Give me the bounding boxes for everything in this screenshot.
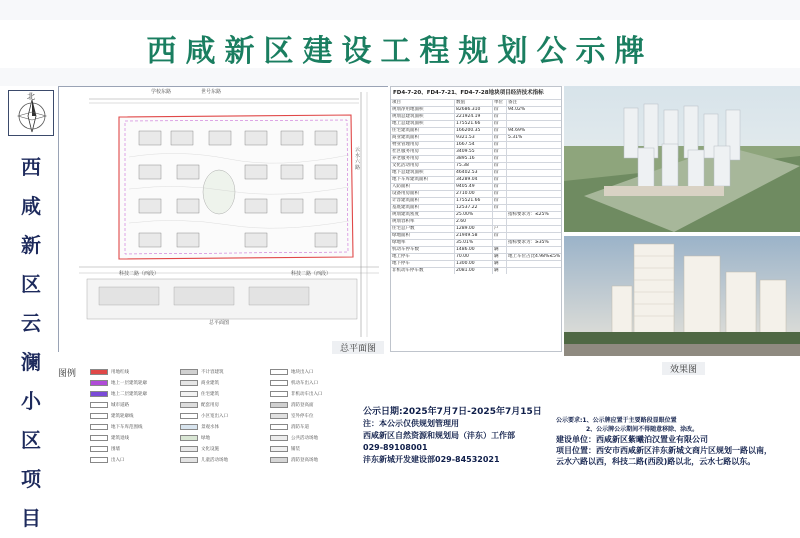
legend-label: 城市道路 — [111, 403, 129, 408]
table-cell: 12537.22 — [455, 205, 493, 211]
legend-swatch — [180, 457, 198, 463]
table-cell: 175521.66 — [455, 198, 493, 204]
table-cell: 非机动车停车数 — [391, 268, 455, 274]
notice-date: 公示日期:2025年7月7日-2025年7月15日 — [363, 407, 542, 417]
legend-swatch — [270, 413, 288, 419]
table-cell: ㎡ — [493, 128, 507, 134]
table-header-cell: 数值 — [455, 100, 493, 106]
table-cell: 34289.04 — [455, 177, 493, 183]
legend-item — [180, 434, 270, 442]
table-cell: ㎡ — [493, 170, 507, 176]
legend-label: 住宅建筑 — [201, 392, 219, 397]
vertical-title-char: 小 — [21, 389, 41, 413]
left-column — [6, 90, 56, 530]
road-label-top-left: 学校东路 — [151, 89, 172, 95]
table-cell — [507, 177, 561, 183]
legend-swatch — [90, 446, 108, 452]
legend-swatch — [270, 369, 288, 375]
table-row — [391, 218, 561, 225]
table-cell — [507, 268, 561, 274]
vertical-title-char: 区 — [21, 428, 41, 452]
table-cell: 5.31% — [508, 135, 523, 140]
table-cell: 计容建筑面积 — [391, 198, 455, 204]
table-cell: 辆 — [493, 254, 507, 260]
table-cell — [507, 219, 561, 225]
table-cell — [507, 170, 561, 176]
table-row — [391, 113, 561, 120]
table-row — [391, 267, 561, 274]
table-row — [391, 106, 561, 113]
table-row — [391, 225, 561, 232]
table-cell — [507, 156, 561, 162]
legend-swatch — [90, 457, 108, 463]
legend-swatch — [90, 413, 108, 419]
table-row — [391, 141, 561, 148]
table-cell — [493, 212, 507, 218]
legend-item — [270, 379, 360, 387]
legend-item — [90, 445, 180, 453]
table-cell: 1300.00 — [455, 261, 493, 267]
legend-label: 地块出入口 — [291, 370, 314, 375]
legend-item — [270, 401, 360, 409]
table-cell: 地上车位占比4.98%≤5% — [508, 254, 561, 259]
legend-label: 围墙 — [111, 447, 120, 452]
legend-item — [90, 456, 180, 464]
legend-swatch — [270, 391, 288, 397]
legend-swatch — [270, 380, 288, 386]
table-cell: ㎡ — [493, 205, 507, 211]
table-cell: ㎡ — [493, 156, 507, 162]
notice-requirement-1: 公示要求:1、公示牌应置于主要路段显眼位置 — [556, 417, 677, 424]
legend-item — [180, 368, 270, 376]
notice-phone: 029-89108001 — [363, 443, 428, 452]
road-label-bottom-right: 科技二路（西段） — [291, 271, 332, 277]
legend-swatch — [270, 435, 288, 441]
table-cell — [507, 226, 561, 232]
legend-label: 绿地 — [201, 436, 210, 441]
legend-swatch — [90, 369, 108, 375]
table-cell: ㎡ — [493, 121, 507, 127]
table-row — [391, 176, 561, 183]
table-row — [391, 239, 561, 246]
table-cell: ㎡ — [493, 191, 507, 197]
legend-item — [90, 434, 180, 442]
legend-item — [270, 412, 360, 420]
legend-item — [180, 401, 270, 409]
table-cell — [507, 121, 561, 127]
legend-label: 景观水体 — [201, 425, 219, 430]
board-title: 西咸新区建设工程规划公示牌 — [146, 34, 654, 69]
table-cell: 规划净用地面积 — [391, 107, 455, 113]
table-cell — [507, 184, 561, 190]
legend-label: 消防登高面 — [291, 403, 314, 408]
legend-label: 儿童活动场地 — [201, 458, 228, 463]
table-cell: 规划建筑密度 — [391, 212, 455, 218]
vertical-title-char: 澜 — [21, 350, 41, 374]
legend-item — [270, 390, 360, 398]
plan-bottom-caption: 总平面图 — [209, 320, 230, 326]
legend-swatch — [180, 380, 198, 386]
vertical-title-char: 云 — [21, 311, 41, 335]
table-cell: 住宅建筑面积 — [391, 128, 455, 134]
legend-item — [270, 456, 360, 464]
table-cell: 1486.00 — [455, 247, 493, 253]
legend-label: 地上一层建筑轮廓 — [111, 381, 147, 386]
table-cell — [507, 233, 561, 239]
table-row — [391, 232, 561, 239]
effect-image-label: 效果图 — [662, 362, 705, 375]
table-cell: 指标要求为：≤25% — [508, 212, 549, 217]
table-header-cell: 单位 — [493, 100, 507, 106]
legend-swatch — [270, 424, 288, 430]
table-cell: 物业管理用房 — [391, 142, 455, 148]
table-cell: 指标要求为：≥35% — [508, 240, 549, 245]
table-row — [391, 148, 561, 155]
legend-swatch — [180, 435, 198, 441]
legend-label: 用地红线 — [111, 370, 129, 375]
notice-dept: 沣东新城开发建设部029-84532021 — [363, 455, 500, 464]
table-cell: ㎡ — [493, 142, 507, 148]
legend-swatch — [90, 391, 108, 397]
table-cell: 21949.58 — [455, 233, 493, 239]
table-cell: 养老服务用房 — [391, 156, 455, 162]
table-cell: 3409.55 — [455, 149, 493, 155]
table-cell: 住宅总户数 — [391, 226, 455, 232]
road-label-right: 云水六路 — [355, 147, 361, 171]
table-cell: 25.00% — [455, 212, 493, 218]
legend-label: 地上二层建筑轮廓 — [111, 392, 147, 397]
compass-north-label: 北 — [27, 92, 35, 101]
table-cell: ㎡ — [493, 233, 507, 239]
table-cell: 人防面积 — [391, 184, 455, 190]
table-row — [391, 127, 561, 134]
legend-label: 不计容建筑 — [201, 370, 224, 375]
legend-swatch — [180, 391, 198, 397]
table-cell: ㎡ — [493, 135, 507, 141]
legend-label: 消防车道 — [291, 425, 309, 430]
legend — [58, 366, 360, 476]
table-cell: 地上停车 — [391, 254, 455, 260]
table-cell: ㎡ — [493, 149, 507, 155]
legend-title: 图例 — [58, 369, 77, 379]
legend-label: 铺装 — [291, 447, 300, 452]
table-cell: 2.60 — [455, 219, 493, 225]
legend-item — [90, 423, 180, 431]
table-cell: 1667.54 — [455, 142, 493, 148]
table-row — [391, 155, 561, 162]
legend-item — [180, 379, 270, 387]
legend-swatch — [180, 402, 198, 408]
table-cell: 94.02% — [508, 107, 526, 112]
table-cell: 社区服务用房 — [391, 149, 455, 155]
table-cell — [493, 219, 507, 225]
table-cell: 175521.66 — [455, 121, 493, 127]
table-cell: 规划容积率 — [391, 219, 455, 225]
legend-label: 配套用房 — [201, 403, 219, 408]
legend-label: 建筑轮廓线 — [111, 414, 134, 419]
legend-item — [270, 445, 360, 453]
legend-item — [90, 368, 180, 376]
legend-label: 商业建筑 — [201, 381, 219, 386]
table-row — [391, 204, 561, 211]
vertical-title-char: 区 — [21, 272, 41, 296]
table-cell — [507, 149, 561, 155]
table-cell: 1289.00 — [455, 226, 493, 232]
table-cell: 机动车停车数 — [391, 247, 455, 253]
table-cell: ㎡ — [493, 114, 507, 120]
legend-item — [270, 368, 360, 376]
table-row — [391, 162, 561, 169]
table-cell: 文化活动用房 — [391, 163, 455, 169]
notice-block — [363, 406, 563, 466]
table-cell: 2710.00 — [455, 191, 493, 197]
legend-label: 小区宽出入口 — [201, 414, 228, 419]
table-cell: 基底建筑面积 — [391, 205, 455, 211]
table-cell: 地下车库建筑面积 — [391, 177, 455, 183]
table-cell: 75.38 — [455, 163, 493, 169]
table-cell: 35.01% — [455, 240, 493, 246]
table-cell: 2081.00 — [455, 268, 493, 274]
table-cell: ㎡ — [493, 184, 507, 190]
table-cell: 绿地率 — [391, 240, 455, 246]
table-cell: 地下停车 — [391, 261, 455, 267]
table-row — [391, 260, 561, 267]
table-cell — [507, 142, 561, 148]
legend-item — [180, 412, 270, 420]
table-row — [391, 134, 561, 141]
legend-swatch — [180, 369, 198, 375]
table-header-cell: 备注 — [508, 100, 517, 105]
table-cell: 辆 — [493, 261, 507, 267]
table-cell: 70.00 — [455, 254, 493, 260]
vertical-title-char: 新 — [21, 233, 41, 257]
legend-item — [90, 379, 180, 387]
legend-swatch — [270, 457, 288, 463]
table-cell: ㎡ — [493, 163, 507, 169]
legend-label: 地下车库范围线 — [111, 425, 143, 430]
master-plan-label: 总平面图 — [332, 341, 384, 354]
legend-label: 非机动车出入口 — [291, 392, 323, 397]
legend-swatch — [90, 424, 108, 430]
legend-item — [90, 412, 180, 420]
legend-label: 室外停车位 — [291, 414, 314, 419]
legend-label: 公共活动场地 — [291, 436, 318, 441]
table-cell: 166200.35 — [455, 128, 493, 134]
legend-swatch — [270, 446, 288, 452]
table-cell: ㎡ — [493, 107, 507, 113]
notice-note: 注：本公示仅供规划管理用 — [363, 419, 459, 428]
legend-swatch — [90, 402, 108, 408]
table-row — [391, 190, 561, 197]
legend-item — [180, 456, 270, 464]
table-cell: 辆 — [493, 247, 507, 253]
table-cell: 规划总建筑面积 — [391, 114, 455, 120]
legend-label: 出入口 — [111, 458, 125, 463]
legend-swatch — [180, 446, 198, 452]
table-cell — [507, 261, 561, 267]
project-info-block — [556, 416, 800, 467]
table-header-row — [391, 99, 561, 106]
table-cell: 82686.310 — [455, 107, 493, 113]
legend-swatch — [180, 424, 198, 430]
table-cell: 9321.53 — [455, 135, 493, 141]
legend-item — [180, 445, 270, 453]
legend-grid — [90, 368, 360, 464]
table-row — [391, 169, 561, 176]
table-cell: 9405.49 — [455, 184, 493, 190]
road-label-bottom-left: 科技二路（西段） — [119, 271, 160, 277]
legend-label: 文化设施 — [201, 447, 219, 452]
table-cell: 绿地面积 — [391, 233, 455, 239]
table-cell — [493, 240, 507, 246]
technical-indicators-table — [390, 86, 562, 352]
table-cell: 商业建筑面积 — [391, 135, 455, 141]
vertical-title-char: 西 — [21, 155, 41, 179]
table-row — [391, 211, 561, 218]
master-plan-drawing — [58, 86, 388, 352]
table-cell: 辆 — [493, 268, 507, 274]
street-rendering-image — [564, 236, 800, 356]
table-cell — [507, 163, 561, 169]
table-cell — [507, 114, 561, 120]
notice-org: 西咸新区自然资源和规划局（沣东）工作部 — [363, 431, 515, 440]
header — [0, 0, 800, 86]
legend-item — [270, 423, 360, 431]
vertical-title-char: 咸 — [21, 194, 41, 218]
vertical-title-char: 目 — [21, 506, 41, 530]
table-row — [391, 253, 561, 260]
table-cell: 地下总建筑面积 — [391, 170, 455, 176]
table-cell — [507, 198, 561, 204]
table-cell: ㎡ — [493, 177, 507, 183]
table-title: FD4-7-20、FD4-7-21、FD4-7-28地块项目经济技术指标 — [393, 90, 544, 96]
table-row — [391, 197, 561, 204]
legend-swatch — [90, 380, 108, 386]
table-row — [391, 120, 561, 127]
table-cell — [507, 205, 561, 211]
legend-item — [270, 434, 360, 442]
builder-info: 建设单位：西咸新区紫曦泊汉置业有限公司 — [556, 435, 708, 444]
table-cell — [507, 191, 561, 197]
legend-label: 消防登高场地 — [291, 458, 318, 463]
table-cell — [507, 247, 561, 253]
site-plan-svg — [59, 87, 389, 353]
legend-item — [90, 401, 180, 409]
table-cell: 46402.53 — [455, 170, 493, 176]
legend-item — [90, 390, 180, 398]
table-cell: 户 — [493, 226, 507, 232]
aerial-rendering-image — [564, 86, 800, 232]
table-header-cell: 项目 — [391, 100, 455, 106]
vertical-title-char: 项 — [21, 467, 41, 491]
table-body — [391, 106, 561, 274]
table-row — [391, 183, 561, 190]
project-location-2: 云水六路以西，科技二路(西段)路以北，云水七路以东。 — [556, 457, 756, 466]
table-cell: 设备用房面积 — [391, 191, 455, 197]
legend-label: 机动车出入口 — [291, 381, 318, 386]
notice-requirement-2: 2、公示牌公示期间不得随意移除、涂改。 — [586, 426, 699, 433]
table-cell: 94.69% — [508, 128, 526, 133]
road-label-top-mid: 世号东路 — [201, 89, 222, 95]
legend-swatch — [270, 402, 288, 408]
compass-icon — [8, 90, 54, 136]
table-cell: ㎡ — [493, 198, 507, 204]
legend-item — [180, 423, 270, 431]
table-cell: 3895.16 — [455, 156, 493, 162]
legend-label: 建筑退线 — [111, 436, 129, 441]
table-row — [391, 246, 561, 253]
legend-swatch — [90, 435, 108, 441]
legend-swatch — [180, 413, 198, 419]
table-cell: 地上总建筑面积 — [391, 121, 455, 127]
project-location: 项目位置：西安市西咸新区沣东新城文商片区规划一路以南， — [556, 446, 772, 455]
table-cell: 221924.19 — [455, 114, 493, 120]
legend-item — [180, 390, 270, 398]
